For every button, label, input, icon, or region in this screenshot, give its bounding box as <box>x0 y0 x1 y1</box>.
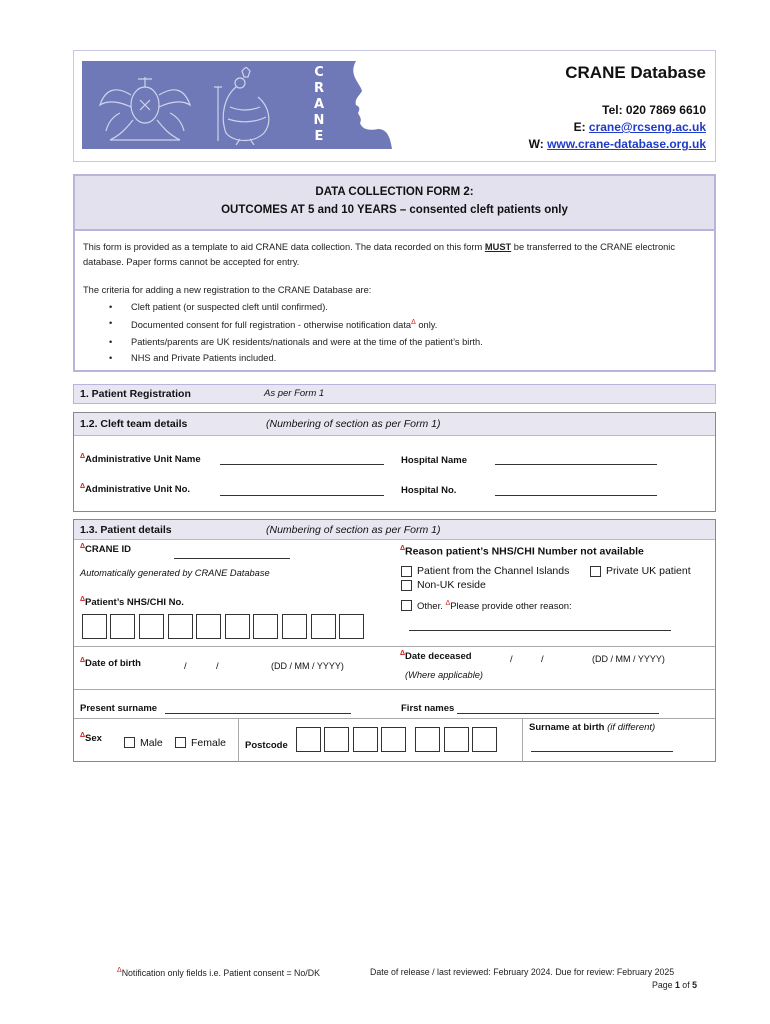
intro-text-b: be transferred to the CRANE electronic database. Paper forms cannot be accepted for entry. <box>83 242 676 267</box>
section-heading: 1.3. Patient details <box>80 524 172 536</box>
header <box>73 50 716 162</box>
admin-unit-no-field[interactable] <box>220 495 384 496</box>
section-note: As per Form 1 <box>264 388 325 399</box>
section-cleft-team-details <box>73 412 716 512</box>
admin-unit-name-field[interactable] <box>220 464 384 465</box>
nhs-digit-box[interactable] <box>282 614 307 639</box>
dob-format: (DD / MM / YYYY) <box>271 661 344 671</box>
page-mid: of <box>679 980 693 990</box>
admin-unit-name-label <box>80 453 201 465</box>
divider <box>74 646 715 647</box>
intro-text <box>73 231 716 372</box>
delta-icon: Δ <box>80 657 86 664</box>
present-surname-field[interactable] <box>165 713 351 714</box>
page-current: 1 <box>674 980 680 990</box>
label-text: Administrative Unit No. <box>85 484 191 496</box>
non-uk-checkbox[interactable] <box>401 580 412 591</box>
database-title: CRANE Database <box>565 63 706 82</box>
nhs-chi-label <box>80 596 184 608</box>
crane-id-note: Automatically generated by CRANE Database <box>80 568 270 578</box>
deceased-slash: / <box>541 654 544 665</box>
label-text: Date deceased <box>405 651 472 663</box>
delta-icon: Δ <box>411 319 416 327</box>
postcode-box[interactable] <box>381 727 406 752</box>
section-note: (Numbering of section as per Form 1) <box>266 418 441 430</box>
list-item: • NHS and Private Patients included. <box>109 350 706 366</box>
section-patient-details <box>73 519 716 762</box>
postcode-box[interactable] <box>472 727 497 752</box>
hospital-name-field[interactable] <box>495 464 657 465</box>
footer-notification <box>117 967 320 978</box>
crane-bird-icon <box>210 67 280 145</box>
logo-letter: R <box>313 81 324 96</box>
page-prefix: Page <box>651 980 675 990</box>
footer-text: Notification only fields i.e. Patient consent = No/DK <box>121 967 320 978</box>
page-total: 5 <box>692 980 697 990</box>
date-deceased-label <box>400 650 472 662</box>
face-profile-icon <box>338 61 428 149</box>
list-item: • Cleft patient (or suspected cleft until confirmed). <box>109 299 706 315</box>
intro-text-a: This form is provided as a template to aid CRANE data collection. The data recorded on this form <box>83 242 485 252</box>
dob-slash: / <box>184 661 187 672</box>
female-checkbox[interactable] <box>175 737 186 748</box>
private-uk-checkbox[interactable] <box>590 566 601 577</box>
sex-label <box>80 732 102 744</box>
delta-icon: Δ <box>80 596 86 603</box>
first-names-field[interactable] <box>457 713 659 714</box>
nhs-digit-box[interactable] <box>253 614 278 639</box>
nhs-digit-box[interactable] <box>82 614 107 639</box>
channel-islands-label: Patient from the Channel Islands <box>417 565 570 577</box>
web-line <box>529 137 706 151</box>
delta-icon: Δ <box>80 732 86 739</box>
if-different-note: (if different) <box>607 722 656 733</box>
email-prefix: E: <box>573 120 589 134</box>
form-title-line1: DATA COLLECTION FORM 2: <box>315 186 474 198</box>
non-uk-label: Non-UK reside <box>417 579 486 591</box>
label-text: Surname at birth <box>529 722 605 733</box>
coat-of-arms-icon <box>90 65 200 145</box>
criteria-intro: The criteria for adding a new registration to the CRANE Database are: <box>83 285 372 295</box>
web-prefix: W: <box>528 137 548 151</box>
delta-icon: Δ <box>80 453 86 460</box>
crane-id-field[interactable] <box>174 558 290 559</box>
hospital-name-label: Hospital Name <box>401 455 467 466</box>
crane-logo-text <box>304 65 334 145</box>
reason-label <box>400 545 644 558</box>
divider <box>74 689 715 690</box>
label-text: Patient’s NHS/CHI No. <box>85 597 184 609</box>
section-header <box>74 413 715 436</box>
section-patient-registration <box>73 384 716 404</box>
hospital-no-label: Hospital No. <box>401 485 457 496</box>
telephone: Tel: 020 7869 6610 <box>602 103 706 117</box>
nhs-digit-box[interactable] <box>225 614 250 639</box>
must-emphasis: MUST <box>484 242 512 252</box>
email-link[interactable]: crane@rcseng.ac.uk <box>588 120 706 134</box>
label-text: CRANE ID <box>85 544 131 556</box>
list-item: • Patients/parents are UK residents/nationals and were at the time of the patient’s birth. <box>109 334 706 350</box>
nhs-digit-box[interactable] <box>196 614 221 639</box>
list-item-suffix: only. <box>415 320 438 331</box>
section-note: (Numbering of section as per Form 1) <box>266 524 441 536</box>
male-checkbox[interactable] <box>124 737 135 748</box>
delta-icon: Δ <box>445 600 451 607</box>
where-applicable-note: (Where applicable) <box>405 670 484 680</box>
private-uk-label: Private UK patient <box>606 565 691 577</box>
divider <box>74 718 715 719</box>
logo-letter: A <box>313 97 325 112</box>
delta-icon: Δ <box>80 543 86 550</box>
postcode-box[interactable] <box>415 727 440 752</box>
nhs-digit-box[interactable] <box>139 614 164 639</box>
divider <box>522 718 523 762</box>
other-label <box>417 600 572 612</box>
deceased-format: (DD / MM / YYYY) <box>592 654 665 664</box>
delta-icon: Δ <box>117 967 122 974</box>
list-item <box>109 315 706 333</box>
logo-letter: E <box>314 129 324 144</box>
form-title-line2: OUTCOMES AT 5 and 10 YEARS – consented cleft patients only <box>221 204 568 216</box>
footer-release: Date of release / last reviewed: February 2024. Due for review: February 2025 <box>370 967 675 977</box>
email-line <box>574 120 706 134</box>
nhs-digit-box[interactable] <box>311 614 336 639</box>
section-heading: 1. Patient Registration <box>80 388 191 400</box>
hospital-no-field[interactable] <box>495 495 657 496</box>
logo-letter: N <box>313 113 325 128</box>
label-text: Please provide other reason: <box>450 601 572 613</box>
divider <box>238 718 239 762</box>
admin-unit-no-label <box>80 483 190 495</box>
male-label: Male <box>140 737 163 749</box>
dob-label <box>80 657 141 669</box>
delta-icon: Δ <box>400 650 406 657</box>
label-text: Other. <box>417 601 443 613</box>
label-text: Reason patient’s NHS/CHI Number not available <box>405 545 644 558</box>
present-surname-label: Present surname <box>80 703 158 714</box>
other-reason-field[interactable] <box>409 630 671 631</box>
female-label: Female <box>191 737 227 749</box>
postcode-box[interactable] <box>296 727 321 752</box>
first-names-label: First names <box>401 703 455 714</box>
intro-paragraph <box>83 240 706 270</box>
list-item-text: Documented consent for full registration - otherwise notification data <box>131 320 412 331</box>
website-link[interactable]: www.crane-database.org.uk <box>547 137 706 151</box>
section-header <box>74 520 715 540</box>
delta-icon: Δ <box>400 545 406 552</box>
dob-slash: / <box>216 661 219 672</box>
page-number <box>652 980 697 990</box>
delta-icon: Δ <box>80 483 86 490</box>
nhs-digit-box[interactable] <box>339 614 364 639</box>
criteria-list <box>109 299 706 366</box>
label-text: Sex <box>85 733 102 745</box>
crane-logo <box>82 61 428 149</box>
form-title <box>73 174 716 231</box>
label-text: Administrative Unit Name <box>85 454 201 466</box>
section-heading: 1.2. Cleft team details <box>80 418 188 430</box>
crane-id-label <box>80 543 131 555</box>
logo-letter: C <box>314 65 324 80</box>
nhs-digit-box[interactable] <box>110 614 135 639</box>
postcode-box[interactable] <box>324 727 349 752</box>
nhs-digit-box[interactable] <box>168 614 193 639</box>
surname-birth-field[interactable] <box>531 751 673 752</box>
surname-birth-label <box>529 722 655 733</box>
other-checkbox[interactable] <box>401 600 412 611</box>
label-text: Date of birth <box>85 658 141 670</box>
postcode-box[interactable] <box>444 727 469 752</box>
deceased-slash: / <box>510 654 513 665</box>
postcode-label: Postcode <box>245 740 288 751</box>
postcode-box[interactable] <box>353 727 378 752</box>
channel-islands-checkbox[interactable] <box>401 566 412 577</box>
